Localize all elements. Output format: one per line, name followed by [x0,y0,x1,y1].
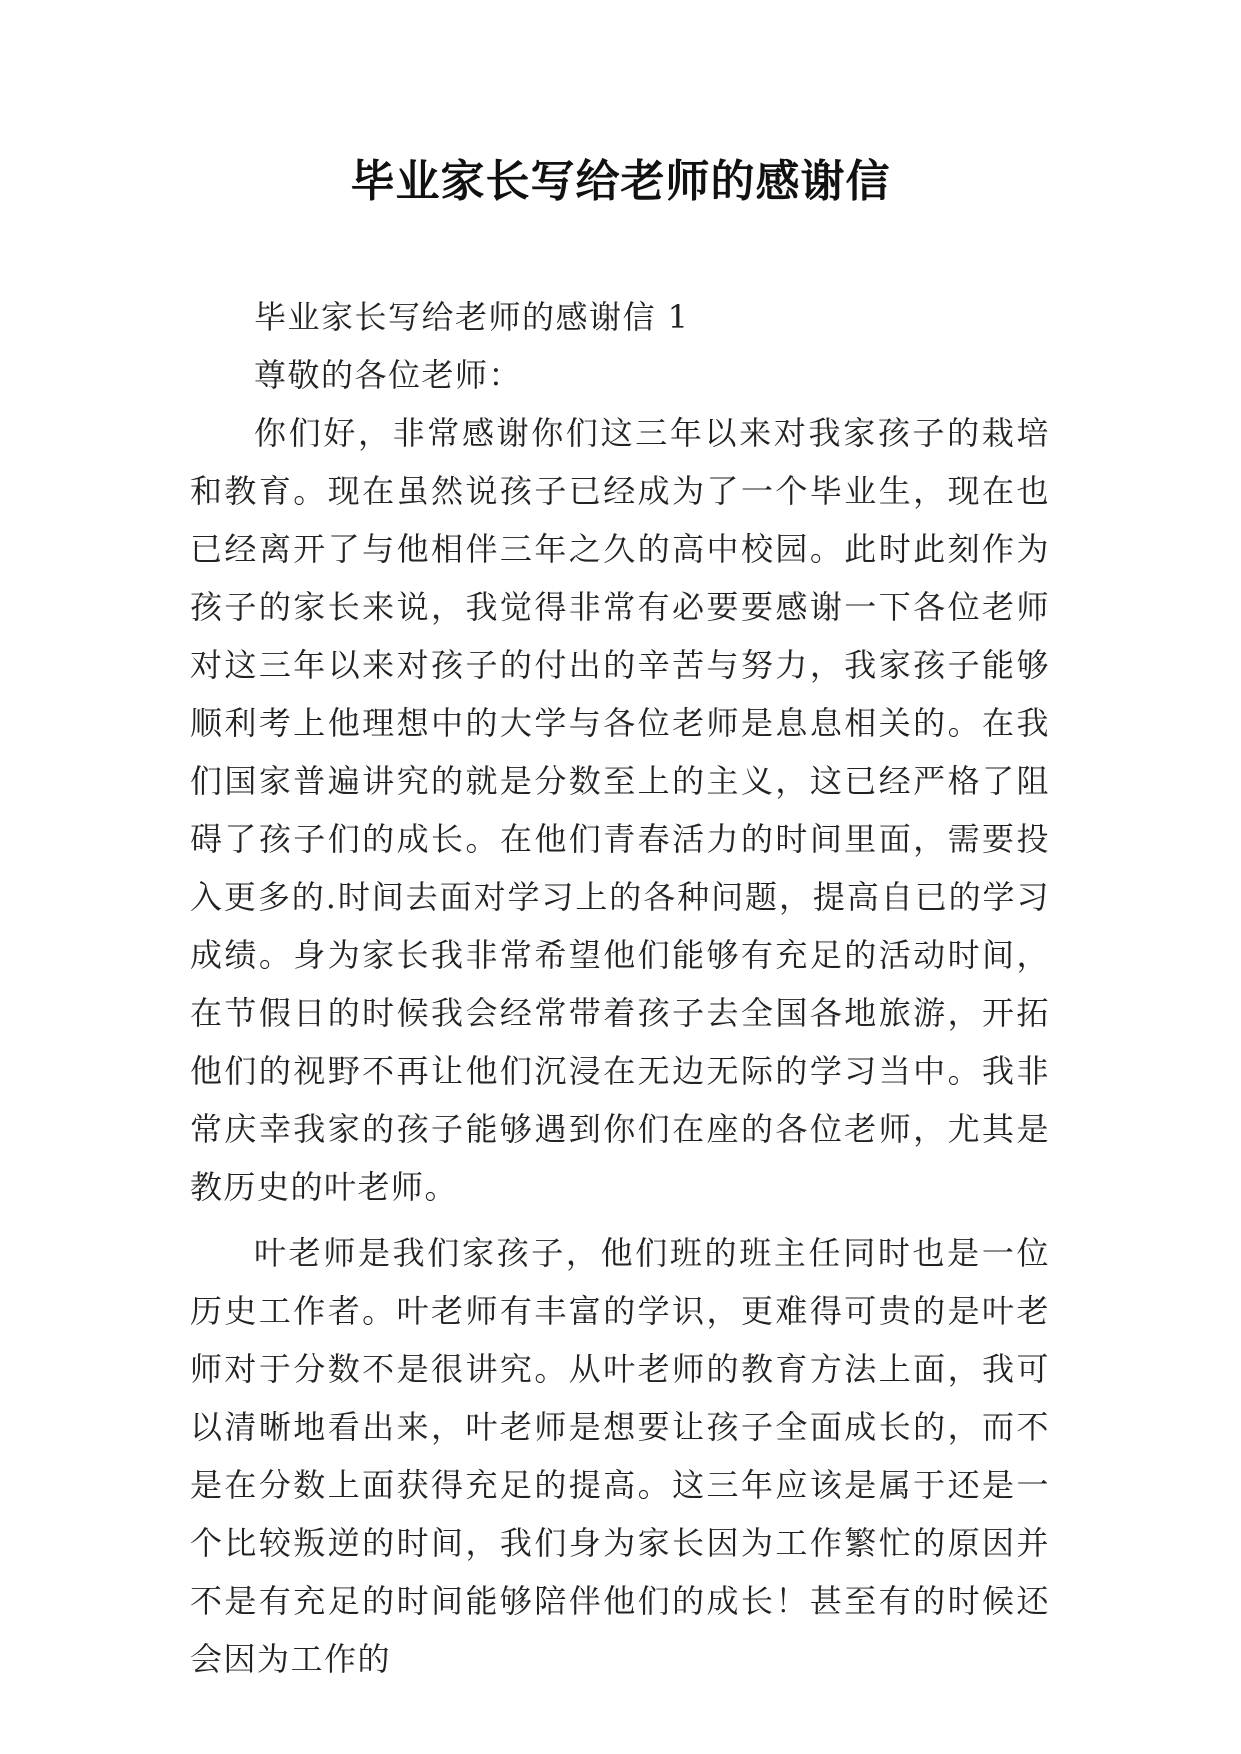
body-paragraph-2: 叶老师是我们家孩子，他们班的班主任同时也是一位历史工作者。叶老师有丰富的学识，更难得可贵的是叶老师对于分数不是很讲究。从叶老师的教育方法上面，我可以清晰地看出来，叶老师是想要让孩子全面成长的，而不是在分数上面获得充足的提高。这三年应该是属于还是一个比较叛逆的时间，我们身为家长因为工作繁忙的原因并不是有充足的时间能够陪伴他们的成长！甚至有的时候还会因为工作的 [190,1234,1050,1678]
letter-subtitle: 毕业家长写给老师的感谢信 1 [254,298,690,336]
body-paragraph-1: 你们好，非常感谢你们这三年以来对我家孩子的栽培和教育。现在虽然说孩子已经成为了一个毕业生，现在也已经离开了与他相伴三年之久的高中校园。此时此刻作为孩子的家长来说，我觉得非常有必要要感谢一下各位老师对这三年以来对孩子的付出的辛苦与努力，我家孩子能够顺利考上他理想中的大学与各位老师是息息相关的。在我们国家普遍讲究的就是分数至上的主义，这已经严格了阻碍了孩子们的成长。在他们青春活力的时间里面，需要投入更多的.时间去面对学习上的各种问题，提高自已的学习成绩。身为家长我非常希望他们能够有充足的活动时间，在节假日的时候我会经常带着孩子去全国各地旅游，开拓他们的视野不再让他们沉浸在无边无际的学习当中。我非常庆幸我家的孩子能够遇到你们在座的各位老师，尤其是教历史的叶老师。 [190,414,1050,1206]
document-title: 毕业家长写给老师的感谢信 [350,156,891,207]
document-body [190,288,1050,1688]
letter-salutation: 尊敬的各位老师： [254,356,523,394]
